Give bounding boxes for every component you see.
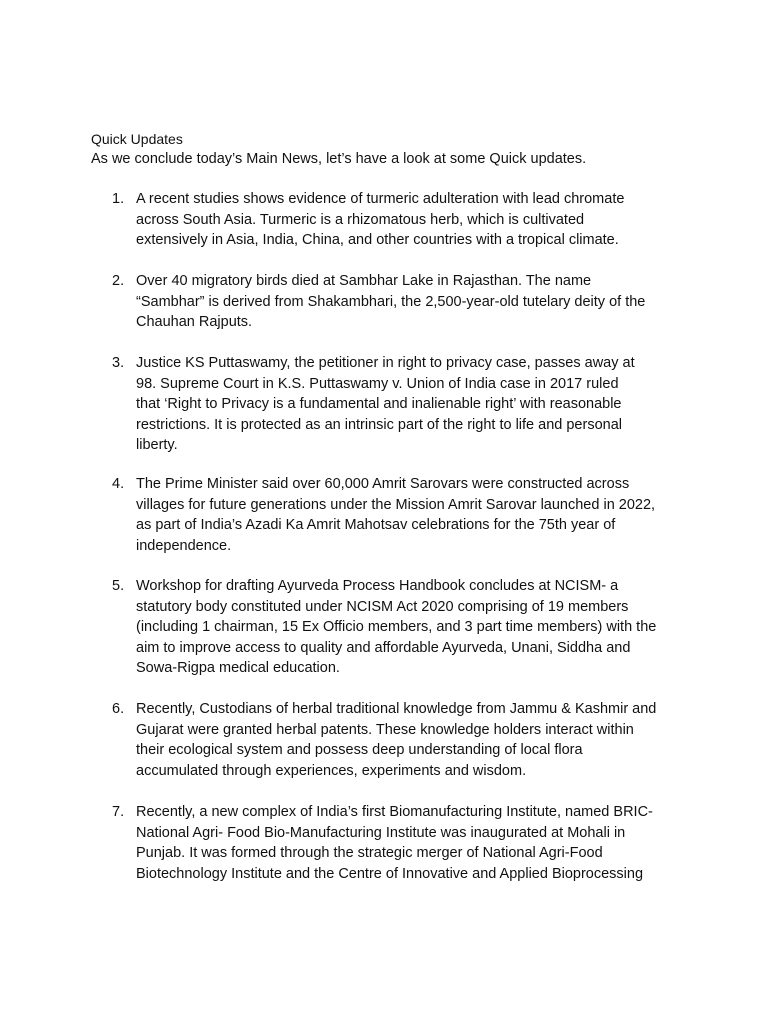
text-line: extensively in Asia, India, China, and other countries with a tropical climate. xyxy=(136,232,619,248)
text-line: their ecological system and possess deep understanding of local flora xyxy=(136,742,583,758)
list-item-text xyxy=(136,353,684,456)
list-item-number: 1. xyxy=(112,191,125,207)
list-item-number: 5. xyxy=(112,578,125,594)
text-line: Sowa-Rigpa medical education. xyxy=(136,660,340,676)
text-line: Punjab. It was formed through the strategic merger of National Agri-Food xyxy=(136,845,603,861)
text-line: that ‘Right to Privacy is a fundamental and inalienable right’ with reasonable xyxy=(136,396,622,412)
text-line: Justice KS Puttaswamy, the petitioner in right to privacy case, passes away at xyxy=(136,355,635,371)
text-line: (including 1 chairman, 15 Ex Officio members, and 3 part time members) with the xyxy=(136,619,657,635)
text-line: independence. xyxy=(136,537,232,554)
text-line: across South Asia. Turmeric is a rhizomatous herb, which is cultivated xyxy=(136,211,585,228)
list-item-number: 2. xyxy=(112,273,125,289)
text-line: Workshop for drafting Ayurveda Process Handbook concludes at NCISM- a xyxy=(136,578,619,594)
text-line: as part of India’s Azadi Ka Amrit Mahotsav celebrations for the 75th year of xyxy=(136,517,616,533)
text-line: villages for future generations under the Mission Amrit Sarovar launched in 2022, xyxy=(136,496,656,513)
list-item-number: 7. xyxy=(112,804,125,820)
text-line: 98. Supreme Court in K.S. Puttaswamy v. Union of India case in 2017 ruled xyxy=(136,375,619,392)
list-item-text xyxy=(136,699,684,781)
text-line: statutory body constituted under NCISM Act 2020 comprising of 19 members xyxy=(136,598,629,615)
list-item-text xyxy=(136,576,684,679)
text-line: “Sambhar” is derived from Shakambhari, the 2,500-year-old tutelary deity of the xyxy=(136,293,646,310)
text-line: The Prime Minister said over 60,000 Amrit Sarovars were constructed across xyxy=(136,476,630,492)
text-line: Biotechnology Institute and the Centre of Innovative and Applied Bioprocessing xyxy=(136,865,644,882)
intro-paragraph: As we conclude today’s Main News, let’s have a look at some Quick updates. xyxy=(91,151,587,167)
text-line: Recently, a new complex of India’s first Biomanufacturing Institute, named BRIC- xyxy=(136,804,653,820)
text-line: Gujarat were granted herbal patents. These knowledge holders interact within xyxy=(136,721,634,738)
list-item-text xyxy=(136,189,684,251)
list-item-text xyxy=(136,802,684,884)
list-item-number: 4. xyxy=(112,476,125,492)
text-line: accumulated through experiences, experiments and wisdom. xyxy=(136,762,527,779)
text-line: aim to improve access to quality and affordable Ayurveda, Unani, Siddha and xyxy=(136,639,631,656)
list-item-number: 6. xyxy=(112,701,125,717)
section-title: Quick Updates xyxy=(91,131,183,147)
list-item-text xyxy=(136,271,684,333)
text-line: Recently, Custodians of herbal traditional knowledge from Jammu & Kashmir and xyxy=(136,701,657,717)
text-line: A recent studies shows evidence of turmeric adulteration with lead chromate xyxy=(136,191,625,207)
list-item-text xyxy=(136,474,684,556)
text-line: National Agri- Food Bio-Manufacturing Institute was inaugurated at Mohali in xyxy=(136,824,626,841)
text-line: Chauhan Rajputs. xyxy=(136,314,253,330)
text-line: liberty. xyxy=(136,437,178,453)
text-line: Over 40 migratory birds died at Sambhar Lake in Rajasthan. The name xyxy=(136,273,592,289)
list-item-number: 3. xyxy=(112,355,125,371)
text-line: restrictions. It is protected as an intrinsic part of the right to life and personal xyxy=(136,416,622,433)
